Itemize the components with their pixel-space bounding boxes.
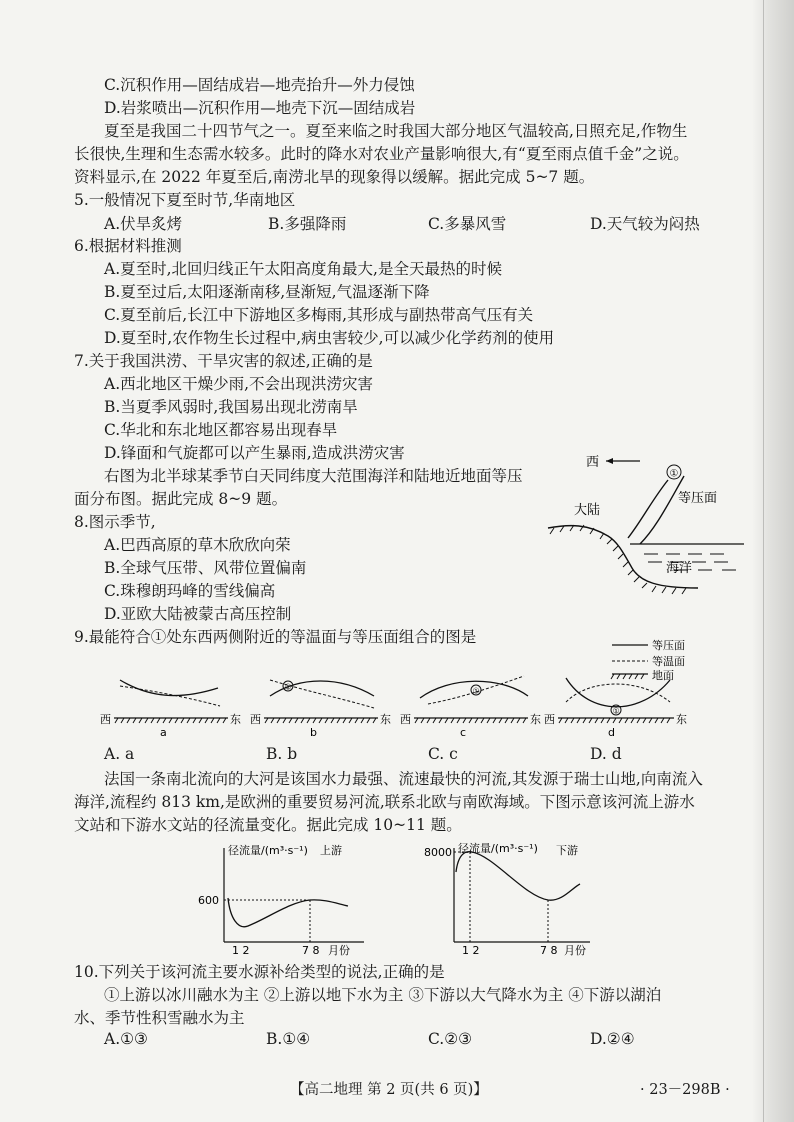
q8-option-c[interactable]: C.珠穆朗玛峰的雪线偏高 [104, 582, 276, 600]
diagram-d [544, 678, 687, 739]
down-title: 下游 [556, 844, 578, 857]
upstream-runoff-chart [198, 838, 388, 956]
diagram-a [100, 680, 241, 739]
isobar-line-1 [628, 480, 668, 538]
up-xlabel: 月份 [328, 944, 350, 957]
down-ytick: 8000 [424, 846, 452, 859]
q6-option-c[interactable]: C.夏至前后,长江中下游地区多梅雨,其形成与副热带高气压有关 [104, 306, 534, 324]
pressure-surface-figure [548, 448, 750, 618]
diagram-d-marker: ① [612, 706, 620, 716]
q7-option-c[interactable]: C.华北和东北地区都容易出现春旱 [104, 421, 338, 439]
q10-option-a[interactable]: A.①③ [104, 1030, 148, 1048]
diagram-a-label: a [160, 726, 167, 739]
scan-edge [752, 0, 794, 1122]
diagram-c-marker: ① [472, 686, 480, 696]
q7-option-a[interactable]: A.西北地区干燥少雨,不会出现洪涝灾害 [104, 375, 374, 393]
up-series-line [228, 898, 348, 927]
q5-stem: 5.一般情况下夏至时节,华南地区 [74, 191, 296, 209]
down-xtick-a: 1 2 [462, 944, 480, 957]
q10-stem: 10.下列关于该河流主要水源补给类型的说法,正确的是 [74, 963, 445, 981]
diagram-a-east: 东 [230, 713, 241, 726]
q8-option-a[interactable]: A.巴西高原的草木欣欣向荣 [104, 536, 291, 554]
q8-stem: 8.图示季节, [74, 513, 156, 531]
fig-isobar-label: 等压面 [678, 491, 718, 506]
q6-option-d[interactable]: D.夏至时,农作物生长过程中,病虫害较少,可以减少化学药剂的使用 [104, 329, 555, 347]
passage1-line3: 资料显示,在 2022 年夏至后,南涝北旱的现象得以缓解。据此完成 5~7 题。 [74, 168, 595, 186]
downstream-runoff-chart [424, 838, 624, 956]
fig-land-label: 大陆 [574, 503, 601, 518]
diagram-b [250, 680, 391, 739]
page-footer: 【高二地理 第 2 页(共 6 页)】 [290, 1082, 488, 1098]
passage3-line2: 海洋,流程约 813 km,是欧洲的重要贸易河流,联系北欧与南欧海域。下图示意该河流上游水 [74, 793, 695, 811]
passage1-line1: 夏至是我国二十四节气之一。夏至来临之时我国大部分地区气温较高,日照充足,作物生 [104, 122, 688, 140]
up-title: 上游 [320, 844, 342, 857]
passage2-line1: 右图为北半球某季节白天同纬度大范围海洋和陆地近地面等压 [104, 467, 523, 485]
down-xtick-b: 7 8 [540, 944, 558, 957]
q6-option-b[interactable]: B.夏至过后,太阳逐渐南移,昼渐短,气温逐渐下降 [104, 283, 430, 301]
diagram-d-west: 西 [544, 713, 555, 726]
diagram-b-label: b [310, 726, 317, 739]
up-ylabel: 径流量/(m³·s⁻¹) [228, 844, 308, 857]
q9-option-a[interactable]: A. a [104, 745, 135, 763]
q10-option-c[interactable]: C.②③ [428, 1030, 473, 1048]
up-xtick-a: 1 2 [232, 944, 250, 957]
q7-option-d[interactable]: D.锋面和气旋都可以产生暴雨,造成洪涝灾害 [104, 444, 405, 462]
diagram-d-east: 东 [676, 713, 687, 726]
paper-code: · 23－298B · [640, 1082, 730, 1098]
down-ylabel: 径流量/(m³·s⁻¹) [458, 842, 538, 855]
down-xlabel: 月份 [564, 944, 586, 957]
arrow-head-icon [606, 458, 613, 464]
q7-option-b[interactable]: B.当夏季风弱时,我国易出现北涝南旱 [104, 398, 358, 416]
q8-option-d[interactable]: D.亚欧大陆被蒙古高压控制 [104, 605, 292, 623]
up-ytick: 600 [198, 894, 219, 907]
q8-option-b[interactable]: B.全球气压带、风带位置偏南 [104, 559, 307, 577]
q9-stem: 9.最能符合①处东西两侧附近的等温面与等压面组合的图是 [74, 628, 477, 646]
diagram-c-label: c [460, 726, 467, 739]
q6-option-a[interactable]: A.夏至时,北回归线正午太阳高度角最大,是全天最热的时候 [104, 260, 502, 278]
passage3-line1: 法国一条南北流向的大河是该国水力最强、流速最快的河流,其发源于瑞士山地,向南流入 [104, 770, 703, 788]
q5-option-b[interactable]: B.多强降雨 [268, 215, 347, 233]
q10-statements-line1: ①上游以冰川融水为主 ②上游以地下水为主 ③下游以大气降水为主 ④下游以湖泊 [104, 986, 662, 1004]
q5-option-c[interactable]: C.多暴风雪 [428, 215, 507, 233]
q5-option-a[interactable]: A.伏旱炙烤 [104, 215, 183, 233]
q9-option-b[interactable]: B. b [266, 745, 298, 763]
q9-diagrams [100, 668, 687, 742]
legend-isotherm: 等温面 [652, 655, 685, 668]
q4-option-d: D.岩浆喷出—沉积作用—地壳下沉—固结成岩 [104, 99, 416, 117]
up-xtick-b: 7 8 [302, 944, 320, 957]
down-series-line [456, 852, 580, 901]
fig-ocean-label: 海洋 [666, 561, 693, 576]
q4-option-c: C.沉积作用—固结成岩—地壳抬升—外力侵蚀 [104, 76, 415, 94]
q10-statements-line2: 水、季节性积雪融水为主 [74, 1009, 245, 1027]
fig-marker: ① [669, 468, 679, 480]
q9-option-c[interactable]: C. c [428, 745, 458, 763]
passage3-line3: 文站和下游水文站的径流量变化。据此完成 10~11 题。 [74, 816, 462, 834]
passage1-line2: 长很快,生理和生态需水较多。此时的降水对农业产量影响很大,有“夏至雨点值千金”之说。 [74, 145, 689, 163]
scan-edge-line [763, 0, 764, 1122]
coast-line [548, 526, 698, 588]
diagram-c [400, 676, 541, 739]
diagram-b-west: 西 [250, 713, 261, 726]
q6-stem: 6.根据材料推测 [74, 237, 182, 255]
legend-isobar: 等压面 [652, 639, 685, 652]
diagram-b-east: 东 [380, 713, 391, 726]
q7-stem: 7.关于我国洪涝、干旱灾害的叙述,正确的是 [74, 352, 373, 370]
diagram-b-marker: ① [284, 682, 292, 692]
diagram-c-west: 西 [400, 713, 411, 726]
diagram-c-east: 东 [530, 713, 541, 726]
coast-hatch [550, 525, 686, 594]
diagram-a-west: 西 [100, 713, 111, 726]
passage2-line2: 面分布图。据此完成 8~9 题。 [74, 490, 288, 508]
fig-west-label: 西 [586, 455, 600, 470]
q5-option-d[interactable]: D.天气较为闷热 [590, 215, 700, 233]
diagram-d-label: d [608, 726, 615, 739]
legend-ground: 地面 [652, 669, 674, 682]
q10-option-d[interactable]: D.②④ [590, 1030, 635, 1048]
q9-option-d[interactable]: D. d [590, 745, 622, 763]
q10-option-b[interactable]: B.①④ [266, 1030, 311, 1048]
